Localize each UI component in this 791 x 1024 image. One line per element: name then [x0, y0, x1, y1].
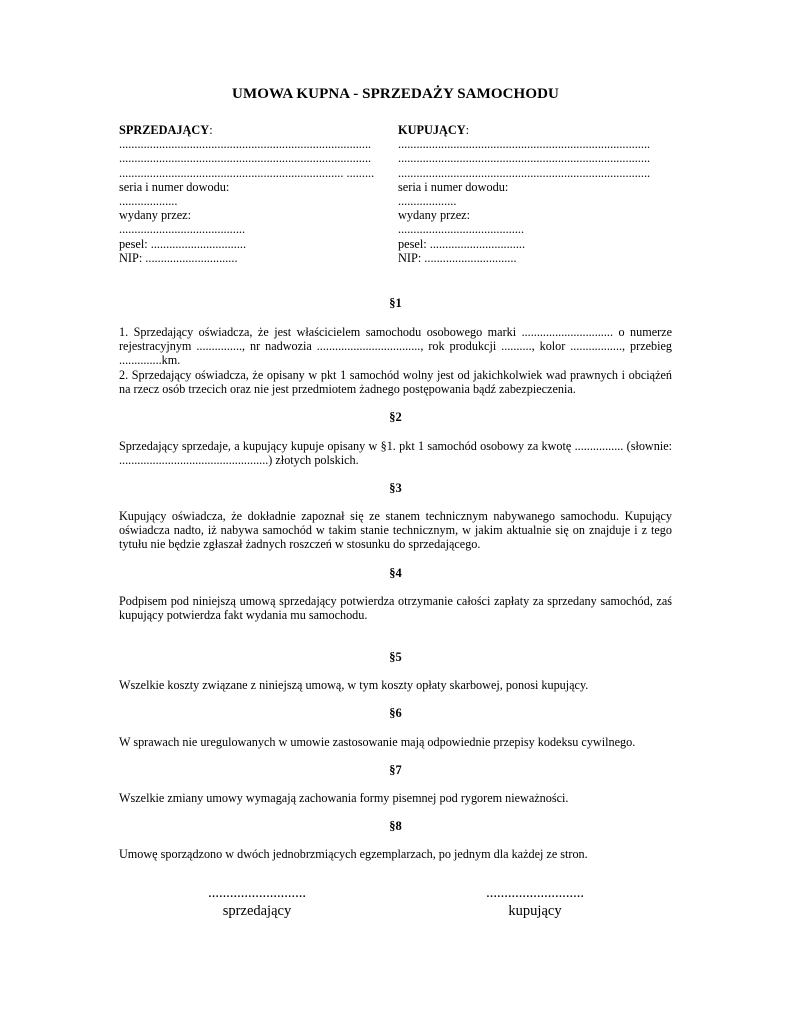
section-6-title: §6 — [389, 706, 402, 720]
section-5-body — [119, 678, 672, 692]
seller-signature-line: ........................... — [208, 885, 306, 901]
seller-signature — [157, 884, 357, 920]
section-7-title: §7 — [389, 763, 402, 777]
seller-label: SPRZEDAJĄCY — [119, 123, 210, 137]
section-1-paragraph-2: 2. Sprzedający oświadcza, że opisany w pkt 1 samochód wolny jest od jakichkolwiek wad prawnych i obciążeń na rzecz osób trzecich oraz nie jest przedmiotem żadnego postępowania bądź zabezpieczenia. — [119, 367, 672, 396]
buyer-id-label: seria i numer dowodu: — [398, 179, 509, 194]
section-1-title: §1 — [389, 296, 402, 310]
buyer-signature — [435, 884, 635, 920]
buyer-colon: : — [465, 123, 470, 137]
seller-issued-label: wydany przez: — [119, 208, 192, 223]
section-1-body — [119, 325, 672, 396]
buyer-issued-label: wydany przez: — [398, 208, 471, 223]
section-3-body — [119, 509, 672, 552]
section-8-title: §8 — [389, 819, 402, 833]
seller-id-value: ................... — [119, 193, 178, 208]
buyer-line: .................................................................................. — [398, 137, 651, 152]
section-8-body — [119, 847, 672, 861]
section-5-title: §5 — [389, 650, 402, 664]
section-6-paragraph-1: W sprawach nie uregulowanych w umowie zastosowanie mają odpowiednie przepisy kodeksu cywilnego. — [119, 735, 636, 749]
buyer-nip: NIP: .............................. — [398, 250, 517, 265]
seller-block — [119, 123, 374, 265]
seller-pesel: pesel: ............................... — [119, 236, 247, 251]
seller-line: .................................................................................. — [119, 151, 372, 166]
section-2-body — [119, 439, 672, 467]
buyer-line: .................................................................................. — [398, 165, 651, 180]
buyer-heading — [398, 123, 650, 137]
buyer-id-value: ................... — [398, 193, 457, 208]
section-2-title: §2 — [389, 410, 402, 424]
seller-colon: : — [209, 123, 213, 137]
section-4-title: §4 — [389, 566, 402, 580]
seller-signature-label: sprzedający — [222, 903, 292, 919]
buyer-line: .................................................................................. — [398, 151, 651, 166]
section-4-paragraph-1: Podpisem pod niniejszą umową sprzedający potwierdza otrzymanie całości zapłaty za sprzedany samochód, zaś kupujący potwierdza fakt wydania mu samochodu. — [119, 594, 672, 623]
section-3-paragraph-1: Kupujący oświadcza, że dokładnie zapoznał się ze stanem technicznym nabywanego samochodu. Kupujący oświadcza nadto, iż nabywa samochód w takim stanie technicznym, w jakim aktualnie się on znajduje i z tego tytułu nie będzie zgłaszał żadnych roszczeń w stosunku do sprzedającego. — [119, 509, 672, 552]
buyer-signature-line: ........................... — [486, 885, 584, 901]
section-2-paragraph-1: Sprzedający sprzedaje, a kupujący kupuje opisany w §1. pkt 1 samochód osobowy za kwotę ................ (słownie: .................................................) złotych polskich. — [119, 439, 672, 468]
section-4-body — [119, 594, 672, 622]
section-6-body — [119, 735, 672, 749]
section-5-paragraph-1: Wszelkie koszty związane z niniejszą umową, w tym koszty opłaty skarbowej, ponosi kupujący. — [119, 678, 589, 692]
buyer-signature-label: kupujący — [508, 903, 562, 919]
buyer-label: KUPUJĄCY — [398, 123, 466, 137]
document-title: UMOWA KUPNA - SPRZEDAŻY SAMOCHODU — [232, 86, 559, 102]
section-3-title: §3 — [389, 481, 402, 495]
section-7-body — [119, 791, 672, 805]
buyer-block — [398, 123, 650, 265]
seller-issued-value: ......................................... — [119, 222, 246, 237]
section-8-paragraph-1: Umowę sporządzono w dwóch jednobrzmiących egzemplarzach, po jednym dla każdej ze stron. — [119, 847, 588, 861]
seller-line: .................................................................................. — [119, 137, 372, 152]
seller-heading — [119, 123, 374, 137]
seller-line: ......................................................................... ......... — [119, 165, 375, 180]
seller-nip: NIP: .............................. — [119, 250, 238, 265]
section-1-paragraph-1: 1. Sprzedający oświadcza, że jest właścicielem samochodu osobowego marki .............................. o numerze rejestracyjnym ..............., nr nadwozia .................................., rok produkcji .........., kolor ................., przebieg ..............km. — [119, 325, 672, 368]
buyer-issued-value: ......................................... — [398, 222, 525, 237]
seller-id-label: seria i numer dowodu: — [119, 179, 230, 194]
section-7-paragraph-1: Wszelkie zmiany umowy wymagają zachowania formy pisemnej pod rygorem nieważności. — [119, 791, 569, 805]
buyer-pesel: pesel: ............................... — [398, 236, 526, 251]
